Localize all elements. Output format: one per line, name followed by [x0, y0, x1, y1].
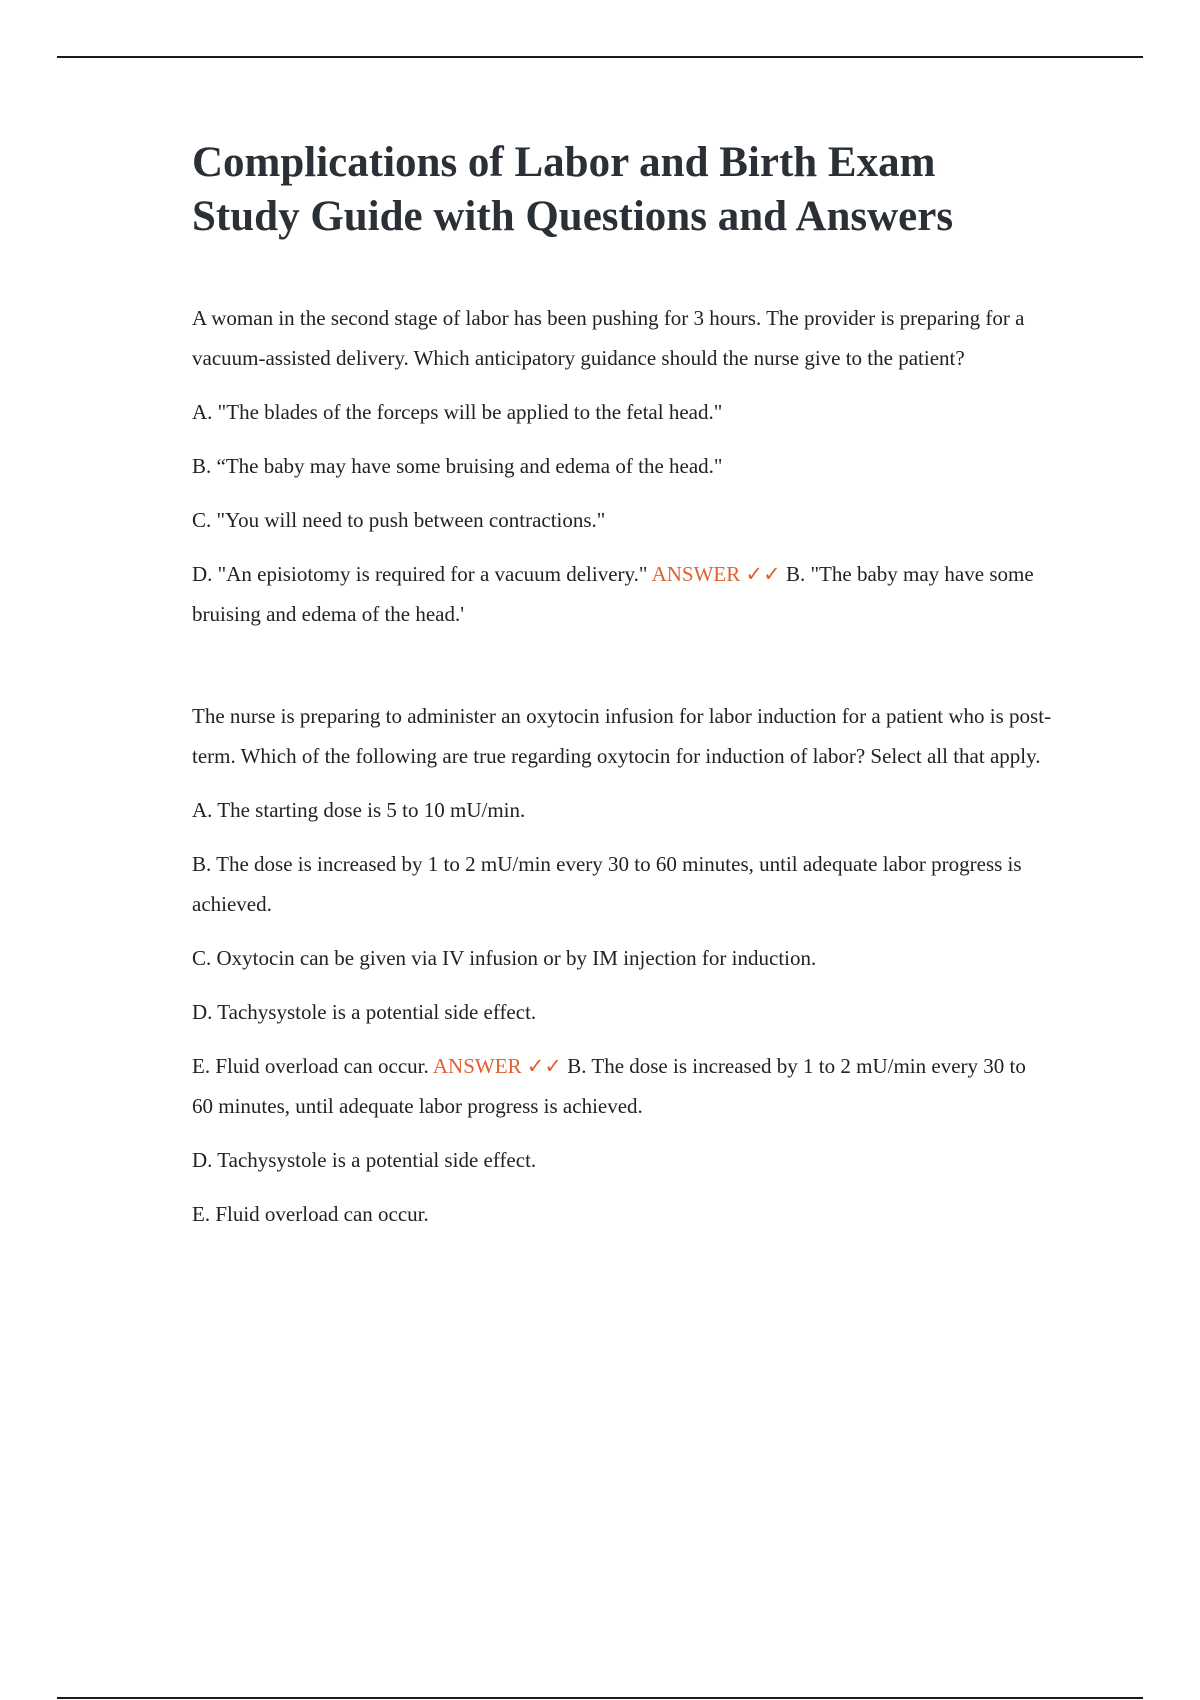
- double-check-icon: ✓✓: [526, 1054, 562, 1078]
- document-title: [192, 136, 1052, 244]
- question-1: [192, 298, 1052, 634]
- answer-label: ANSWER: [432, 1054, 522, 1078]
- top-rule: [57, 56, 1143, 58]
- question-1-answer-text: B. "The baby may have some bruising and edema of the head.': [192, 562, 1034, 626]
- question-2-answer-text: B. The dose is increased by 1 to 2 mU/min every 30 to 60 minutes, until adequate labor progress is achieved.: [192, 1054, 1026, 1118]
- document-body: [192, 136, 1052, 1248]
- question-1-option-d: D. "An episiotomy is required for a vacuum delivery.": [192, 562, 648, 586]
- question-2-option-e: E. Fluid overload can occur.: [192, 1054, 429, 1078]
- question-2: [192, 696, 1052, 1234]
- question-1-option-c: C. "You will need to push between contractions.": [192, 508, 606, 532]
- question-2-option-e-with-answer: [192, 1046, 1052, 1126]
- double-check-icon: ✓✓: [745, 562, 781, 586]
- question-1-option-d-with-answer: [192, 554, 1052, 634]
- bottom-rule: [57, 1697, 1143, 1699]
- question-2-answer-extra-d: D. Tachysystole is a potential side effect.: [192, 1148, 537, 1172]
- question-2-option-a: A. The starting dose is 5 to 10 mU/min.: [192, 798, 526, 822]
- question-2-answer-extra-e: E. Fluid overload can occur.: [192, 1202, 429, 1226]
- question-1-stem: A woman in the second stage of labor has been pushing for 3 hours. The provider is preparing for a vacuum-assisted delivery. Which anticipatory guidance should the nurse give to the patient?: [192, 306, 1025, 370]
- answer-label: ANSWER: [651, 562, 741, 586]
- question-2-stem: The nurse is preparing to administer an oxytocin infusion for labor induction for a patient who is post-term. Which of the following are true regarding oxytocin for induction of labor? Select all that apply.: [192, 704, 1052, 768]
- question-1-option-b: B. “The baby may have some bruising and edema of the head.": [192, 454, 723, 478]
- question-2-option-b: B. The dose is increased by 1 to 2 mU/min every 30 to 60 minutes, until adequate labor progress is achieved.: [192, 852, 1022, 916]
- title-line-2: Study Guide with Questions and Answers: [192, 193, 954, 240]
- question-2-option-d: D. Tachysystole is a potential side effect.: [192, 1000, 537, 1024]
- title-line-1: Complications of Labor and Birth Exam: [192, 139, 936, 186]
- question-1-option-a: A. "The blades of the forceps will be applied to the fetal head.": [192, 400, 723, 424]
- question-2-option-c: C. Oxytocin can be given via IV infusion or by IM injection for induction.: [192, 946, 817, 970]
